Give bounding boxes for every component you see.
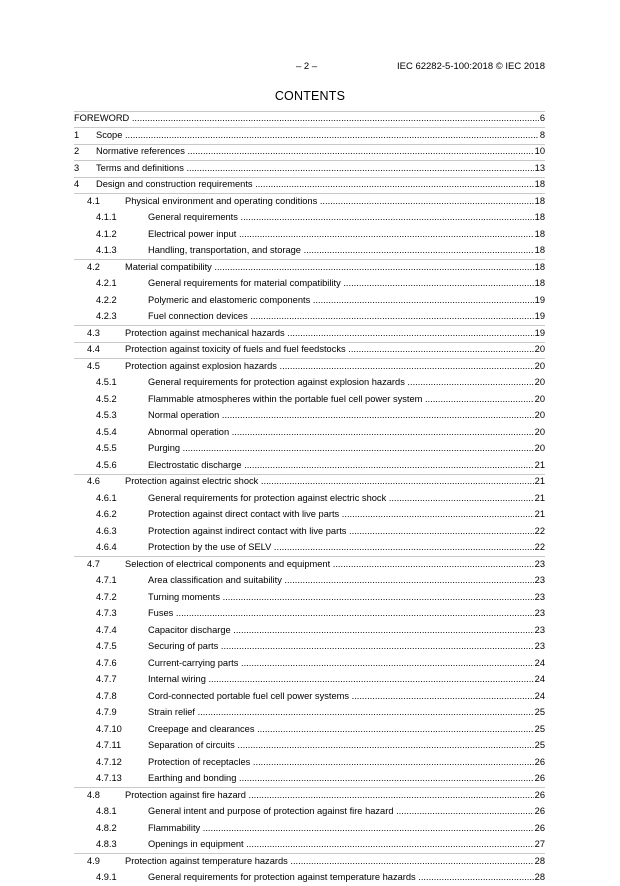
toc-entry-number: 4.7 <box>87 558 100 569</box>
toc-entry-label <box>125 325 545 342</box>
toc-entry-page: 23 <box>534 556 545 573</box>
toc-entry-page: 22 <box>534 539 545 556</box>
toc-entry[interactable] <box>74 836 545 853</box>
toc-entry[interactable] <box>74 358 545 375</box>
toc-entry-number: 4.7.2 <box>96 591 117 602</box>
toc-entry[interactable] <box>74 754 545 771</box>
toc-entry-number: 4.5.6 <box>96 459 117 470</box>
toc-separator <box>74 358 545 359</box>
toc-entry-number: 4.7.4 <box>96 624 117 635</box>
toc-entry-number: 4.8.2 <box>96 822 117 833</box>
document-reference: IEC 62282-5-100:2018 © IEC 2018 <box>396 61 545 72</box>
toc-entry-number: 4.1.1 <box>96 212 117 222</box>
toc-entry-label <box>148 490 545 507</box>
toc-entry-number: 4.7.9 <box>96 707 117 717</box>
toc-entry[interactable] <box>74 688 545 705</box>
toc-entry-number: 4.9 <box>87 855 100 866</box>
toc-entry[interactable] <box>74 424 545 441</box>
toc-entry-page: 22 <box>534 523 545 540</box>
toc-entry-page: 19 <box>534 325 545 342</box>
toc-entry[interactable] <box>74 176 545 193</box>
toc-entry-page: 8 <box>539 127 545 144</box>
toc-entry-label-text: Physical environment and operating conditions <box>125 195 318 206</box>
toc-entry-label <box>148 622 545 639</box>
toc-entry-label <box>148 523 545 540</box>
toc-entry-number: 4.7.8 <box>96 690 117 701</box>
toc-entry-label-text: Electrostatic discharge <box>148 459 242 470</box>
toc-entry-label <box>148 638 545 655</box>
toc-entry-label-text: Fuel connection devices <box>148 311 248 321</box>
table-of-contents <box>74 110 545 886</box>
toc-entry-label <box>148 424 545 441</box>
toc-entry[interactable] <box>74 490 545 507</box>
toc-entry[interactable] <box>74 391 545 408</box>
toc-entry-number: 4.7.1 <box>96 575 117 585</box>
toc-entry-number: 4.7.3 <box>96 608 117 618</box>
toc-entry-page: 20 <box>534 374 545 391</box>
toc-entry-page: 21 <box>534 457 545 474</box>
toc-entry-number: 4.6.1 <box>96 492 117 503</box>
toc-entry-number: 4.7.5 <box>96 641 117 651</box>
toc-entry-page: 23 <box>534 572 545 589</box>
toc-entry-label <box>148 391 545 408</box>
toc-entry[interactable] <box>74 704 545 721</box>
toc-entry-number: 4.5.3 <box>96 410 117 420</box>
page-header <box>0 61 620 73</box>
toc-entry-number: 4.1 <box>87 195 100 206</box>
toc-entry-label-text: Protection against indirect contact with live parts <box>148 525 347 536</box>
toc-entry[interactable] <box>74 671 545 688</box>
toc-entry-label <box>148 721 545 738</box>
toc-entry-label <box>96 127 545 144</box>
toc-entry-label-text: General requirements for protection against electric shock <box>148 492 387 503</box>
toc-entry-number: 4.7.12 <box>96 756 122 767</box>
toc-separator <box>74 193 545 194</box>
toc-entry-label-text: Terms and definitions <box>96 162 184 173</box>
toc-entry-label <box>125 341 545 358</box>
toc-separator <box>74 325 545 326</box>
toc-entry[interactable] <box>74 638 545 655</box>
toc-entry-number: 4.1.2 <box>96 228 117 239</box>
toc-entry-label-text: Purging <box>148 443 181 453</box>
toc-entry-number: 4.6.2 <box>96 509 117 519</box>
toc-entry-label-text: Electrical power input <box>148 228 237 239</box>
toc-entry[interactable] <box>74 209 545 226</box>
toc-entry-label <box>148 308 545 325</box>
toc-entry-label <box>125 556 545 573</box>
toc-entry-label-text: General requirements for protection against temperature hazards <box>148 872 416 882</box>
toc-entry[interactable] <box>74 341 545 358</box>
toc-entry-label-text: Material compatibility <box>125 261 212 272</box>
toc-entry-label-text: Creepage and clearances <box>148 723 255 734</box>
toc-entry[interactable] <box>74 325 545 342</box>
toc-entry-label-text: Protection against direct contact with live parts <box>148 509 340 519</box>
toc-entry-page: 10 <box>534 143 545 160</box>
toc-entry-number: 4.2.2 <box>96 294 117 305</box>
toc-entry-label-text: Protection against toxicity of fuels and fuel feedstocks <box>125 344 346 354</box>
toc-entry[interactable] <box>74 193 545 210</box>
toc-entry-page: 23 <box>534 589 545 606</box>
toc-entry-label-text: Protection against temperature hazards <box>125 855 288 866</box>
toc-entry-label-text: Selection of electrical components and equipment <box>125 558 331 569</box>
toc-entry-page: 28 <box>534 869 545 886</box>
toc-entry[interactable] <box>74 820 545 837</box>
toc-entry-label <box>148 803 545 820</box>
toc-entry[interactable] <box>74 457 545 474</box>
toc-entry-page: 19 <box>534 308 545 325</box>
toc-entry-label-text: Design and construction requirements <box>96 179 253 189</box>
toc-entry[interactable] <box>74 308 545 325</box>
toc-entry-page: 21 <box>534 490 545 507</box>
toc-entry-label <box>148 688 545 705</box>
toc-entry-number: 4.5 <box>87 360 100 371</box>
toc-entry-label <box>125 259 545 276</box>
toc-entry-number: 4.1.3 <box>96 245 117 255</box>
toc-entry-page: 6 <box>539 110 545 127</box>
toc-entry-label-text: Protection of receptacles <box>148 756 251 767</box>
toc-entry-label-text: FOREWORD <box>74 113 130 123</box>
toc-entry[interactable] <box>74 143 545 160</box>
toc-entry[interactable] <box>74 655 545 672</box>
toc-entry[interactable] <box>74 506 545 523</box>
toc-separator <box>74 111 545 112</box>
toc-entry-label <box>74 110 545 127</box>
toc-entry-label-text: Strain relief <box>148 707 196 717</box>
toc-entry-label <box>148 737 545 754</box>
toc-entry-number: 4.2 <box>87 261 100 272</box>
toc-entry[interactable] <box>74 589 545 606</box>
toc-entry-label <box>148 440 545 457</box>
toc-separator <box>74 787 545 788</box>
toc-entry-page: 18 <box>534 176 545 193</box>
toc-entry-number: 2 <box>74 146 80 156</box>
toc-entry-page: 13 <box>534 160 545 177</box>
toc-entry-label-text: Protection against mechanical hazards <box>125 327 285 338</box>
toc-entry-label <box>148 605 545 622</box>
toc-entry-label <box>125 193 545 210</box>
toc-entry[interactable] <box>74 407 545 424</box>
toc-entry-label <box>148 754 545 771</box>
toc-entry[interactable] <box>74 803 545 820</box>
toc-entry-label <box>148 836 545 853</box>
toc-entry-number: 4.6.3 <box>96 525 117 536</box>
toc-entry-label-text: General intent and purpose of protection against fire hazard <box>148 806 394 816</box>
toc-entry-label-text: Flammability <box>148 822 201 833</box>
toc-entry-label-text: Separation of circuits <box>148 740 235 750</box>
toc-entry-label <box>148 242 545 259</box>
toc-entry-page: 26 <box>534 787 545 804</box>
toc-separator <box>74 144 545 145</box>
toc-entry-label-text: General requirements for protection against explosion hazards <box>148 377 405 387</box>
toc-entry-label-text: Earthing and bonding <box>148 773 237 783</box>
toc-entry-number: 4.6.4 <box>96 542 117 552</box>
toc-entry-label-text: Flammable atmospheres within the portable fuel cell power system <box>148 393 423 404</box>
toc-entry-page: 20 <box>534 358 545 375</box>
toc-entry-label <box>96 160 545 177</box>
toc-entry-number: 4.7.13 <box>96 773 122 783</box>
toc-entry[interactable] <box>74 787 545 804</box>
toc-entry-label <box>148 209 545 226</box>
toc-entry-label <box>125 853 545 870</box>
toc-entry-label <box>148 671 545 688</box>
toc-entry-label <box>125 358 545 375</box>
toc-entry-label <box>148 869 545 886</box>
toc-entry-label <box>148 226 545 243</box>
toc-entry-number: 4.6 <box>87 476 100 486</box>
toc-entry-page: 20 <box>534 407 545 424</box>
toc-entry-label-text: General requirements <box>148 212 238 222</box>
toc-entry-label-text: Turning moments <box>148 591 220 602</box>
toc-entry[interactable] <box>74 374 545 391</box>
toc-entry-label-text: Polymeric and elastomeric components <box>148 294 311 305</box>
toc-entry-number: 4.8.1 <box>96 806 117 816</box>
toc-entry-number: 4.4 <box>87 344 100 354</box>
toc-entry-page: 20 <box>534 440 545 457</box>
toc-entry-label-text: Current-carrying parts <box>148 657 239 668</box>
toc-entry[interactable] <box>74 539 545 556</box>
toc-entry-page: 21 <box>534 473 545 490</box>
toc-entry-label-text: Protection against fire hazard <box>125 789 246 800</box>
toc-entry-label <box>148 374 545 391</box>
toc-separator <box>74 556 545 557</box>
toc-entry-page: 28 <box>534 853 545 870</box>
toc-entry[interactable] <box>74 292 545 309</box>
toc-entry-label-text: Scope <box>96 129 123 140</box>
toc-entry-label <box>148 275 545 292</box>
toc-entry-page: 25 <box>534 721 545 738</box>
toc-entry-label <box>125 473 545 490</box>
toc-entry-label <box>125 787 545 804</box>
toc-entry-page: 27 <box>534 836 545 853</box>
toc-entry-page: 25 <box>534 704 545 721</box>
toc-entry-page: 24 <box>534 671 545 688</box>
toc-entry[interactable] <box>74 160 545 177</box>
toc-entry-label-text: Protection against electric shock <box>125 476 259 486</box>
toc-entry-page: 18 <box>534 242 545 259</box>
toc-separator <box>74 160 545 161</box>
toc-entry-label <box>96 143 545 160</box>
toc-entry-label <box>148 457 545 474</box>
toc-entry-page: 20 <box>534 341 545 358</box>
toc-entry-number: 4.8.3 <box>96 839 117 849</box>
toc-entry[interactable] <box>74 226 545 243</box>
toc-entry-label-text: Internal wiring <box>148 674 206 684</box>
toc-entry[interactable] <box>74 523 545 540</box>
toc-entry-page: 20 <box>534 391 545 408</box>
toc-entry-label <box>148 292 545 309</box>
toc-entry[interactable] <box>74 259 545 276</box>
toc-entry-label <box>148 506 545 523</box>
toc-entry-label-text: Capacitor discharge <box>148 624 231 635</box>
toc-separator <box>74 474 545 475</box>
toc-entry-label-text: Abnormal operation <box>148 426 230 437</box>
toc-entry-page: 24 <box>534 655 545 672</box>
toc-entry-label-text: Normal operation <box>148 410 220 420</box>
toc-entry-number: 4.5.2 <box>96 393 117 404</box>
toc-entry-label-text: Fuses <box>148 608 174 618</box>
toc-entry-page: 19 <box>534 292 545 309</box>
toc-entry-label-text: Normative references <box>96 146 185 156</box>
toc-separator <box>74 127 545 128</box>
toc-entry-label-text: Protection against explosion hazards <box>125 360 277 371</box>
toc-entry-page: 24 <box>534 688 545 705</box>
toc-entry-number: 4.9.1 <box>96 872 117 882</box>
toc-entry-number: 4.3 <box>87 327 100 338</box>
toc-entry-number: 4.5.1 <box>96 377 117 387</box>
toc-entry[interactable] <box>74 853 545 870</box>
toc-entry-label-text: Protection by the use of SELV <box>148 542 272 552</box>
toc-entry-page: 26 <box>534 803 545 820</box>
toc-entry-label-text: Securing of parts <box>148 641 219 651</box>
toc-entry-label <box>148 539 545 556</box>
toc-entry[interactable] <box>74 572 545 589</box>
toc-entry-number: 1 <box>74 129 80 140</box>
toc-entry-page: 18 <box>534 259 545 276</box>
toc-entry[interactable] <box>74 473 545 490</box>
toc-entry-label-text: Area classification and suitability <box>148 575 282 585</box>
toc-entry[interactable] <box>74 440 545 457</box>
toc-separator <box>74 853 545 854</box>
toc-entry-label <box>148 770 545 787</box>
toc-entry[interactable] <box>74 869 545 886</box>
toc-entry-label-text: Cord-connected portable fuel cell power systems <box>148 690 350 701</box>
toc-entry-number: 4.7.7 <box>96 674 117 684</box>
toc-entry[interactable] <box>74 721 545 738</box>
toc-entry-label <box>148 704 545 721</box>
toc-entry-label <box>96 176 545 193</box>
toc-entry[interactable] <box>74 622 545 639</box>
toc-entry[interactable] <box>74 770 545 787</box>
toc-entry-page: 23 <box>534 638 545 655</box>
toc-entry[interactable] <box>74 110 545 127</box>
toc-entry-label <box>148 407 545 424</box>
toc-entry-label <box>148 820 545 837</box>
toc-entry-label-text: General requirements for material compatibility <box>148 278 341 288</box>
contents-title: CONTENTS <box>274 89 346 103</box>
toc-entry-label <box>148 589 545 606</box>
toc-entry-number: 4.8 <box>87 789 100 800</box>
toc-entry[interactable] <box>74 605 545 622</box>
toc-entry-number: 4.7.11 <box>96 740 122 750</box>
toc-entry-label-text: Handling, transportation, and storage <box>148 245 301 255</box>
toc-entry-page: 23 <box>534 605 545 622</box>
toc-entry-number: 4.7.10 <box>96 723 122 734</box>
toc-entry-label <box>148 572 545 589</box>
toc-separator <box>74 259 545 260</box>
toc-entry-page: 26 <box>534 820 545 837</box>
toc-entry-page: 21 <box>534 506 545 523</box>
toc-entry-page: 18 <box>534 193 545 210</box>
toc-entry[interactable] <box>74 242 545 259</box>
toc-entry-number: 4.5.5 <box>96 443 117 453</box>
toc-entry-page: 26 <box>534 770 545 787</box>
toc-entry[interactable] <box>74 275 545 292</box>
toc-entry-page: 20 <box>534 424 545 441</box>
toc-entry-number: 4 <box>74 179 80 189</box>
toc-entry-page: 25 <box>534 737 545 754</box>
toc-entry[interactable] <box>74 556 545 573</box>
toc-separator <box>74 342 545 343</box>
toc-entry-number: 4.2.1 <box>96 278 117 288</box>
toc-entry-page: 18 <box>534 275 545 292</box>
toc-entry[interactable] <box>74 737 545 754</box>
toc-entry[interactable] <box>74 127 545 144</box>
toc-separator <box>74 177 545 178</box>
toc-entry-label <box>148 655 545 672</box>
toc-entry-page: 26 <box>534 754 545 771</box>
toc-entry-label-text: Openings in equipment <box>148 839 244 849</box>
toc-entry-number: 4.5.4 <box>96 426 117 437</box>
toc-entry-page: 18 <box>534 226 545 243</box>
toc-entry-number: 4.2.3 <box>96 311 117 321</box>
page-number: – 2 – <box>296 61 318 72</box>
toc-entry-number: 3 <box>74 162 80 173</box>
toc-entry-page: 18 <box>534 209 545 226</box>
toc-entry-page: 23 <box>534 622 545 639</box>
toc-entry-number: 4.7.6 <box>96 657 117 668</box>
